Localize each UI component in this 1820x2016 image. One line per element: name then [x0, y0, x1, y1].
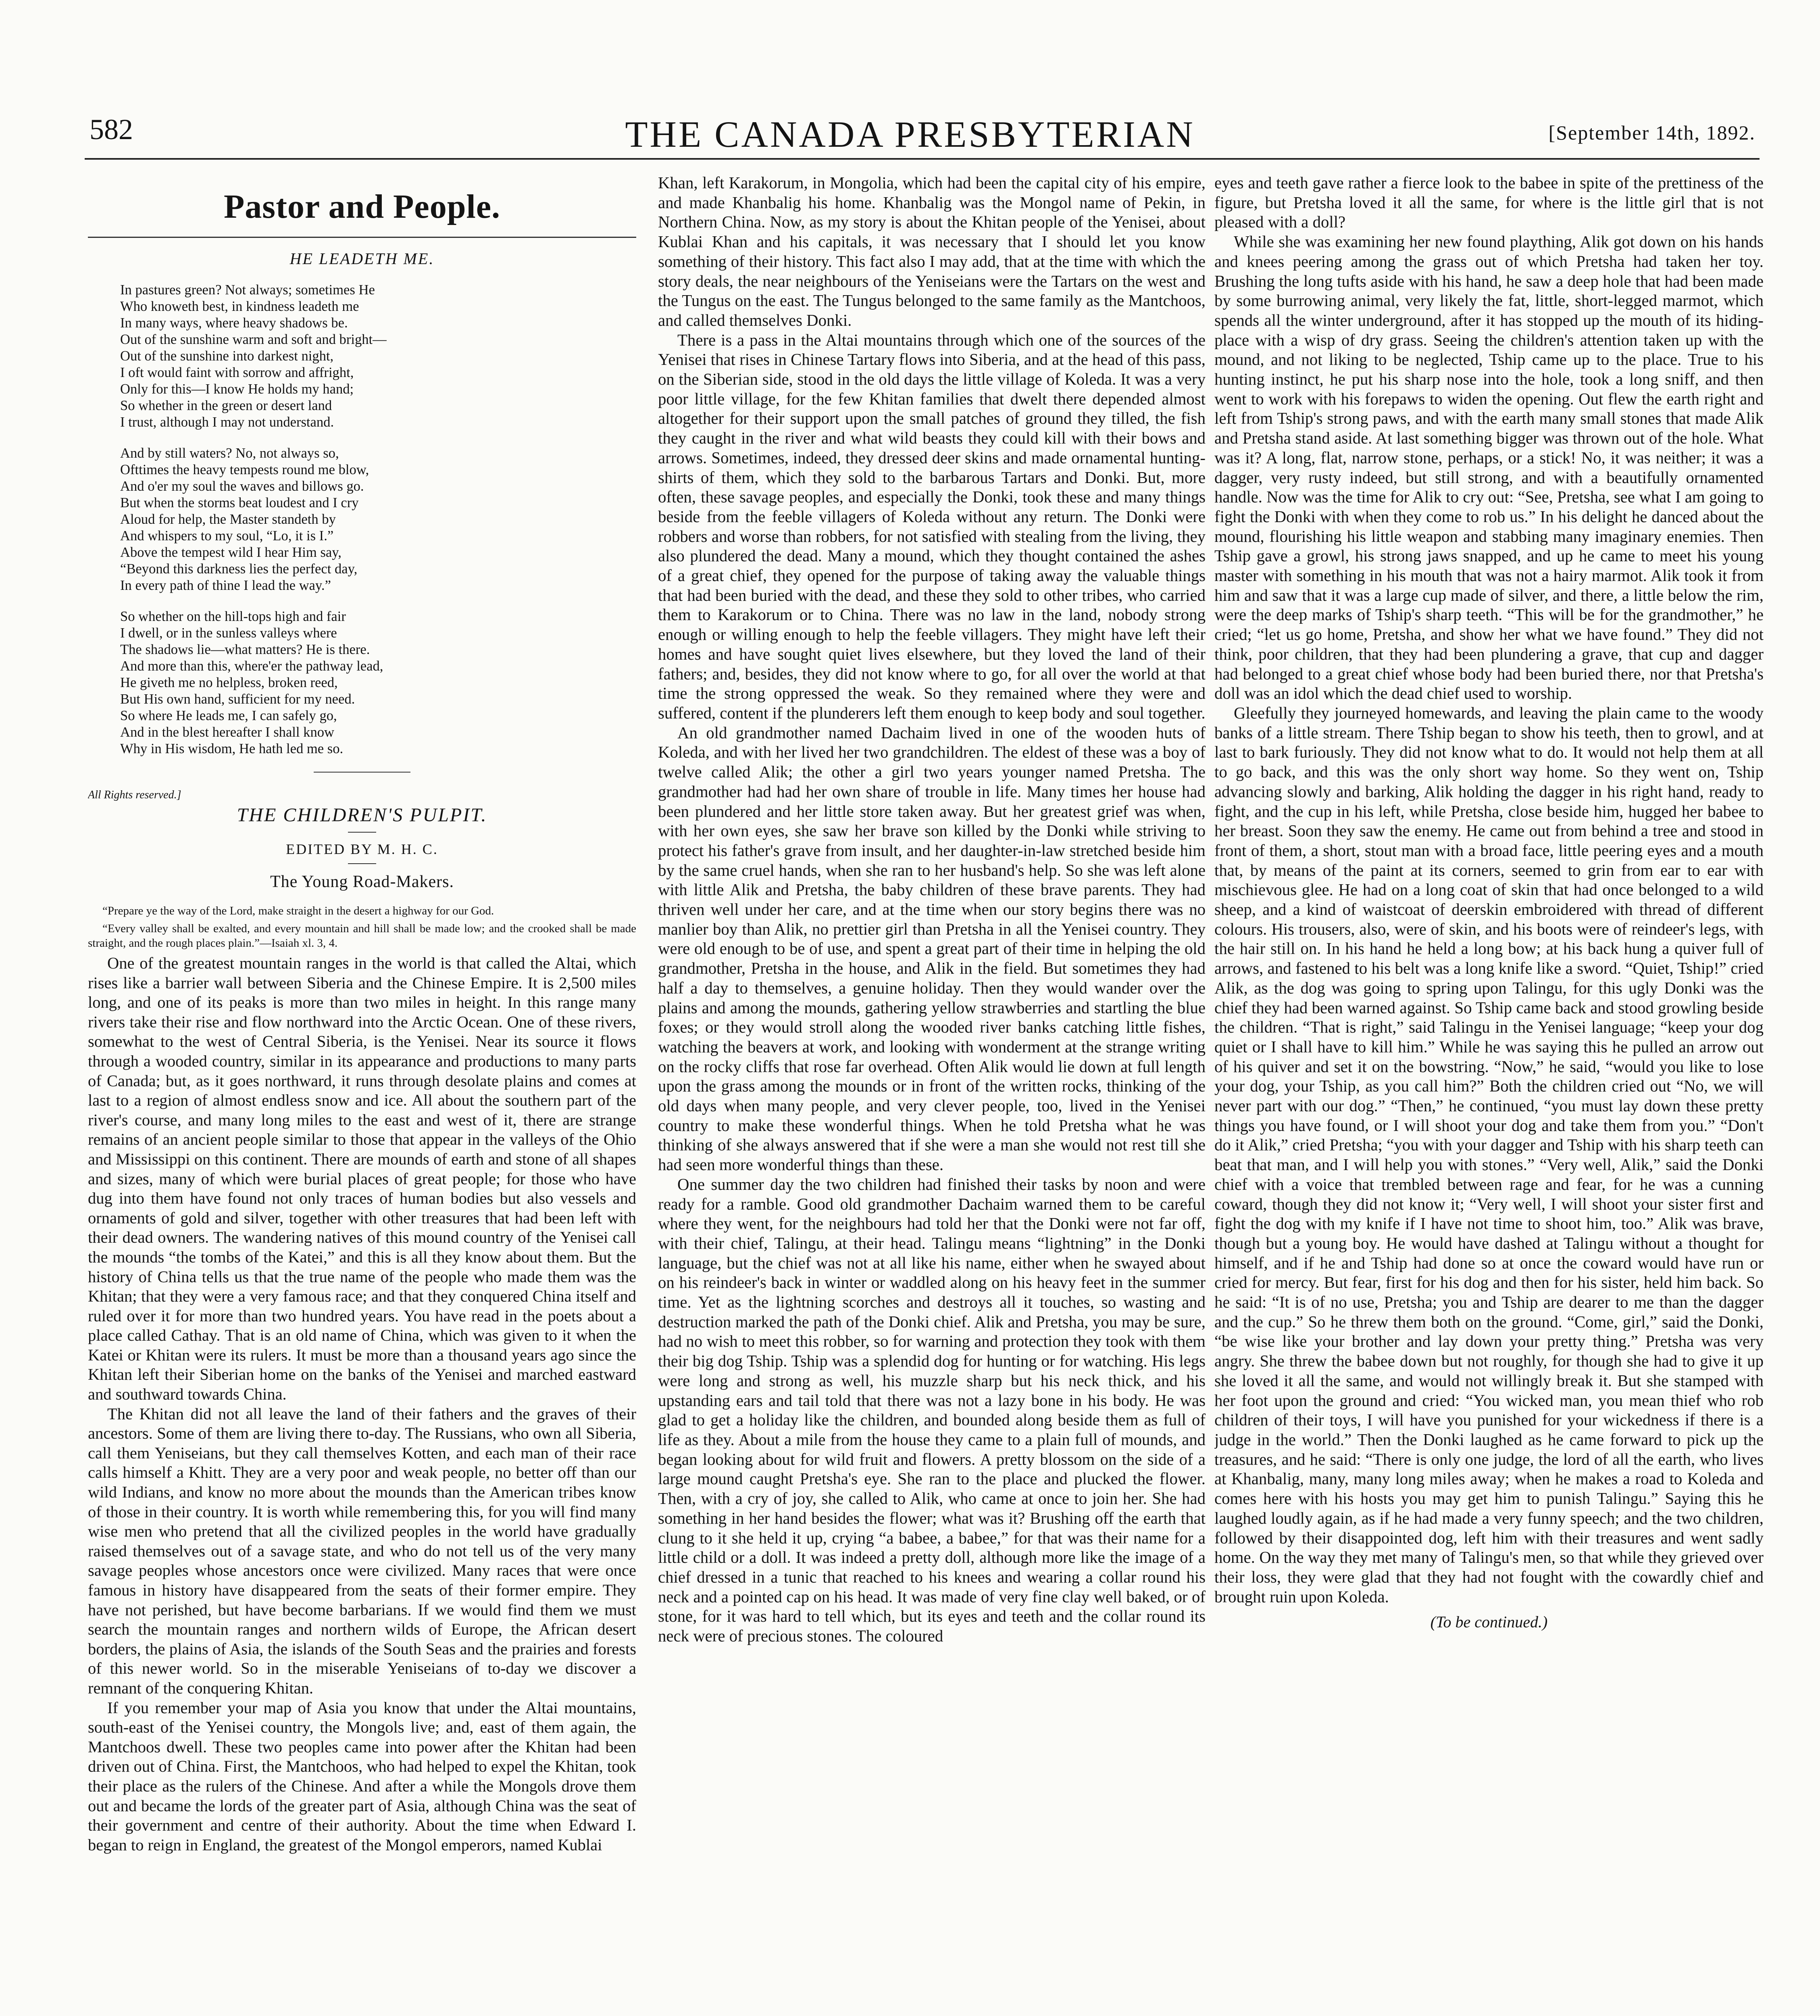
rights-note: All Rights reserved.]	[88, 789, 181, 801]
poem-line: The shadows lie—what matters? He is there.	[120, 642, 370, 657]
section-title: Pastor and People.	[223, 188, 501, 225]
poem-line: But His own hand, sufficient for my need.	[120, 691, 355, 707]
issue-date: [September 14th, 1892.	[1548, 121, 1755, 144]
poem-line: “Beyond this darkness lies the perfect day,	[120, 561, 358, 577]
divider	[348, 863, 376, 864]
poem-line: Above the tempest wild I hear Him say,	[120, 545, 342, 560]
story-paragraph: While she was examining her new found plaything, Alik got down on his hands and knees peering among the grass out of which Pretsha had taken her toy. Brushing the long tufts aside with his hand, he saw a deep hole that had been made by some burrowing animal, very likely the fat, little, short-legged marmot, which spends all the winter underground, after it has stopped up the mouth of its hiding-place with a wisp of dry grass. Seeing the children's attention taken up with the mound, and not liking to be neglected, Tship came up to the place. True to his hunting instinct, he put his sharp nose into the hole, took a long sniff, and then went to work with his forepaws to widen the opening. Out flew the earth right and left from Tship's strong paws, and with the earth many small stones that made Alik and Pretsha stand aside. At last something bigger was thrown out of the hole. What was it? A long, flat, narrow stone, perhaps, or a stick! No, it was neither; it was a dagger, very rusty indeed, but still strong, and with a beautifully ornamented handle. Now was the time for Alik to cry out: “See, Pretsha, see what I am going to fight the Donki with when they come to rob us.” In his delight he danced about the mound, flourishing his little weapon and stabbing many imaginary enemies. Then Tship gave a growl, his strong jaws snapped, and up he came to meet his young master with something in his mouth that was not a hairy marmot. Alik took it from him and saw that it was a large cup made of silver, and there, a little below the rim, were the deep marks of Tship's sharp teeth. “This will be for the grandmother,” he cried; “let us go home, Pretsha, and show her what we have found.” They did not think, poor children, that they had been plundering a grave, that cup and dagger had belonged to a great chief whose body had been buried there, nor that Pretsha's doll was an idol which the dead chief used to worship.	[1214, 233, 1764, 703]
poem-stanza	[120, 445, 636, 594]
poem-line: Who knoweth best, in kindness leadeth me	[120, 299, 359, 314]
poem-line: And more than this, where'er the pathway lead,	[120, 658, 383, 674]
continued-note: (To be continued.)	[1430, 1613, 1548, 1631]
section-rule	[88, 237, 636, 238]
poem-line: In pastures green? Not always; sometimes He	[120, 282, 375, 298]
divider	[348, 832, 376, 833]
poem-line: Ofttimes the heavy tempests round me blow,	[120, 462, 369, 477]
poem-line: In many ways, where heavy shadows be.	[120, 315, 348, 331]
poem-line: And by still waters? No, not always so,	[120, 446, 339, 461]
poem-title: HE LEADETH ME.	[289, 250, 435, 268]
poem	[120, 282, 636, 757]
poem-line: I trust, although I may not understand.	[120, 414, 334, 430]
divider	[314, 772, 410, 773]
poem-line: I dwell, or in the sunless valleys where	[120, 625, 337, 641]
poem-line: And whispers to my soul, “Lo, it is I.”	[120, 528, 334, 544]
poem-line: He giveth me no helpless, broken reed,	[120, 675, 338, 690]
epigraph: “Prepare ye the way of the Lord, make straight in the desert a highway for our God.	[102, 904, 494, 917]
poem-line: So where He leads me, I can safely go,	[120, 708, 337, 723]
story-paragraph: There is a pass in the Altai mountains through which one of the sources of the Yenisei that rises in Chinese Tartary flows into Siberia, and at the head of this pass, on the Siberian side, stood in the old days the little village of Koleda. It was a very poor little village, for the few Khitan families that dwelt there depended almost altogether for their support upon the small patches of ground they tilled, the fish they caught in the river and what wild beasts they could kill with their bows and arrows. Sometimes, indeed, they dressed deer skins and made ornamental hunting-shirts of them, which they sold to the barbarous Tartars and Donki. But, more often, these savage peoples, and especially the Donki, took these and many things beside from the feeble villagers of Koleda without any return. The Donki were robbers and worse than robbers, for not satisfied with stealing from the living, they also plundered the dead. Many a mound, which they thought contained the ashes of a great chief, they opened for the purpose of taking away the valuable things that had been buried with the dead, and these they sold to other tribes, who carried them to Karakorum or to China. There was no law in the land, nobody strong enough or willing enough to help the feeble villagers. They might have left their homes and have sought quiet lives elsewhere, but they loved the land of their fathers; and, besides, they did not know where to go, for all over the world at that time the strong oppressed the weak. So they remained where they were and suffered, content if the plunderers left them enough to keep body and soul together.	[658, 331, 1206, 722]
poem-line: So whether on the hill-tops high and fair	[120, 609, 346, 624]
story-paragraph: One summer day the two children had finished their tasks by noon and were ready for a ramble. Good old grandmother Dachaim warned them to be careful where they went, for the neighbours had told her that the Donki were not far off, with their chief, Talingu, at their head. Talingu means “lightning” in the Donki language, but the chief was not at all like his name, either when he swayed about on his reindeer's back in winter or waddled along on his heavy feet in the summer time. Yet as the lightning scorches and destroys all it touches, so wasting and destruction marked the path of the Donki chief. Alik and Pretsha, you may be sure, had no wish to meet this robber, so for warning and protection they took with them their big dog Tship. Tship was a splendid dog for hunting or for watching. His legs were long and strong as well, his muzzle sharp but his neck thick, and his upstanding ears and tail told that there was not a lazy bone in his body. He was glad to get a holiday like the children, and bounded along beside them as full of life as they. About a mile from the house they came to a plain full of mounds, and began looking about for wild fruit and flowers. A pretty blossom on the side of a large mound caught Pretsha's eye. She ran to the place and plucked the flower. Then, with a cry of joy, she called to Alik, who came at once to join her. She had something in her hand besides the flower; what was it? Brushing off the earth that clung to it she held it up, crying “a babee, a babee,” for that was their name for a little child or a doll. It was indeed a pretty doll, although more like the image of a chief dressed in a tunic that reached to his knees and wearing a collar round his neck and a pointed cap on his head. It was made of very fine clay well baked, or of stone, for it was hard to tell which, but its eyes and teeth and the collar round its neck were of precious stones. The coloured	[658, 1175, 1206, 1645]
journal-title: THE CANADA PRESBYTERIAN	[625, 114, 1195, 155]
story-paragraph: One of the greatest mountain ranges in the world is that called the Altai, which rises like a barrier wall between Siberia and the Chinese Empire. It is 2,500 miles long, and one of its peaks is more than two miles in height. In this range many rivers take their rise and flow northward into the Arctic Ocean. One of these rivers, somewhat to the west of Central Siberia, is the Yenisei. Near its source it flows through a wooded country, similar in its appearance and productions to many parts of Canada; but, as it goes northward, it runs through desolate plains and comes at last to a region of almost endless snow and ice. All about the southern part of the river's course, and many long miles to the east and west of it, there are strange remains of an ancient people similar to those that appear in the valleys of the Ohio and Mississippi on this continent. There are mounds of earth and stone of all shapes and sizes, many of which were burial places of great people; for those who have dug into them have found not only traces of human bodies but also vessels and ornaments of gold and silver, together with other treasures that had been left with their dead owners. The wandering natives of this mound country of the Yenisei call the mounds “the tombs of the Katei,” and this is all they know about them. But the history of China tells us that the true name of the people who made them was the Khitan; that they were a very famous race; and that they conquered China itself and ruled over it for more than two hundred years. You have read in the poets about a place called Cathay. That is an old name of China, which was given to it when the Katei or Khitan were its rulers. It must be more than a thousand years ago since the Khitan left their Siberian home on the banks of the Yenisei and marched eastward and southward towards China.	[88, 954, 636, 1404]
story-paragraph: eyes and teeth gave rather a fierce look to the babee in spite of the prettiness of the figure, but Pretsha loved it all the same, for where is the little girl that is not pleased with a doll?	[1214, 174, 1764, 231]
poem-line: Out of the sunshine warm and soft and bright—	[120, 332, 387, 347]
poem-line: In every path of thine I lead the way.”	[120, 578, 331, 593]
story-title: The Young Road-Makers.	[270, 873, 454, 891]
poem-stanza	[120, 282, 636, 431]
column-heading: THE CHILDREN'S PULPIT.	[237, 804, 487, 826]
poem-line: Out of the sunshine into darkest night,	[120, 348, 334, 364]
page-number: 582	[90, 113, 133, 146]
poem-line: I oft would faint with sorrow and affright,	[120, 365, 354, 380]
poem-line: And in the blest hereafter I shall know	[120, 725, 334, 740]
poem-line: And o'er my soul the waves and billows go.	[120, 479, 364, 494]
column-3	[1214, 173, 1764, 2016]
poem-line: Only for this—I know He holds my hand;	[120, 381, 354, 397]
poem-stanza	[120, 608, 636, 757]
poem-line: Aloud for help, the Master standeth by	[120, 512, 336, 527]
story-paragraph: Khan, left Karakorum, in Mongolia, which had been the capital city of his empire, and made Khanbalig his home. Khanbalig was the Mongol name of Pekin, in Northern China. Now, as my story is about the Khitan people of the Yenisei, about Kublai Khan and his capitals, it was necessary that I should let you know something of their history. This fact also I may add, that at the time with which the story deals, the near neighbours of the Yeniseians were the Tartars on the west and the Tungus on the east. The Tungus belonged to the same family as the Mantchoos, and called themselves Donki.	[658, 174, 1206, 329]
story-paragraph: If you remember your map of Asia you know that under the Altai mountains, south-east of the Yenisei country, the Mongols live; and, east of them again, the Mantchoos dwell. These two peoples came into power after the Khitan had been driven out of China. First, the Mantchoos, who had helped to expel the Khitan, took their place as the rulers of the Chinese. And after a while the Mongols drove them out and became the lords of the greater part of Asia, although China was the seat of their government and centre of their authority. About the time when Edward I. began to reign in England, the greatest of the Mongol emperors, named Kublai	[88, 1698, 636, 1854]
header-rule	[85, 158, 1760, 160]
editor-line: EDITED BY M. H. C.	[286, 841, 438, 857]
poem-line: Why in His wisdom, He hath led me so.	[120, 741, 344, 756]
column-1	[88, 173, 636, 2016]
column-2	[658, 173, 1206, 2016]
story-paragraph: Gleefully they journeyed homewards, and leaving the plain came to the woody banks of a little stream. There Tship began to show his teeth, then to growl, and at last to bark furiously. They did not know what to do. It would not help them at all to go back, and this was the only short way home. So they went on, Tship advancing slowly and barking, Alik holding the dagger in his right hand, ready to fight, and the cup in his left, while Pretsha, close beside him, hugged her babee to her breast. Soon they saw the enemy. He came out from behind a tree and stood in front of them, a short, stout man with a broad face, little peering eyes and a mouth that, by means of the paint at its corners, seemed to grin from ear to ear with mischievous glee. He had on a long coat of skin that had once belonged to a wild sheep, and a kind of waistcoat of deerskin embroidered with thread of different colours. His trousers, also, were of skin, and his boots were of reindeer's legs, with the hair still on. In his hand he held a long bow; at his back hung a quiver full of arrows, and fastened to his belt was a long knife like a sword. “Quiet, Tship!” cried Alik, as the dog was going to spring upon Talingu, for this ugly Donki was the chief they had been warned against. So Tship came back and stood growling beside the children. “That is right,” said Talingu in the Yenisei language; “keep your dog quiet or I shall have to kill him.” While he was saying this he pulled an arrow out of his quiver and set it on the bowstring. “Now,” he said, “would you like to lose your dog, your Tship, as you call him?” Both the children cried out “No, we will never part with our dog.” “Then,” he continued, “you must lay down these pretty things you have found, or I will shoot your dog and take them from you.” “Don't do it Alik,” cried Pretsha; “you with your dagger and Tship with his sharp teeth can beat that man, and I will help you with stones.” “Very well, Alik,” said the Donki chief with a voice that trembled between rage and fear, for he was a cunning coward, though they did not know it; “Very well, I will shoot your sister first and fight the dog with my knife if I have not time to shoot him, too.” Alik was brave, though but a young boy. He would have dashed at Talingu without a thought for himself, and if he and Tship had done so at once the coward would have run or cried for mercy. But fear, first for his dog and then for his sister, held him back. So he said: “It is of no use, Pretsha; you and Tship are dearer to me than the dagger and the cup.” So he threw them both on the ground. “Come, girl,” said the Donki, “be wise like your brother and lay down your pretty thing.” Pretsha was very angry. She threw the babee down but not roughly, for though she had to give it up she loved it all the same, and would not willingly break it. But she stamped with her foot upon the ground and cried: “You wicked man, you mean thief who rob children of their toys, I will have you punished for your wickedness if there is a judge in the world.” Then the Donki laughed as he came forward to pick up the treasures, and he said: “There is only one judge, the lord of all the earth, who lives at Khanbalig, many, many long miles away; when he makes a road to Koleda and comes here with his hosts you may get him to punish Talingu.” Saying this he laughed loudly again, as if he had made a very funny speech; and the two children, followed by their disappointed dog, left him with their treasures and went sadly home. On the way they met many of Talingu's men, so that while they grieved over their loss, they were glad that they had not fought with the cowardly chief and brought ruin upon Koleda.	[1214, 704, 1764, 1606]
epigraph: “Every valley shall be exalted, and every mountain and hill shall be made low; and the crooked shall be made straight, and the rough places plain.”—Isaiah xl. 3, 4.	[88, 922, 636, 950]
poem-line: So whether in the green or desert land	[120, 398, 332, 413]
poem-line: But when the storms beat loudest and I cry	[120, 495, 359, 510]
story-paragraph: An old grandmother named Dachaim lived in one of the wooden huts of Koleda, and with her lived her two grandchildren. The eldest of these was a boy of twelve called Alik; the other a girl two years younger named Pretsha. The grandmother had had her own share of trouble in life. Many times her house had been plundered and her little store taken away. But her greatest grief was when, with her own eyes, she saw her brave son killed by the Donki while striving to protect his father's grave from insult, and her daughter-in-law stretched beside him by the same cruel hands, when she ran to her husband's help. So she was left alone with little Alik and Pretsha, the baby children of these brave parents. They had thriven well under her care, and at the time when our story begins there was no manlier boy than Alik, no prettier girl than Pretsha in all the Yenisei country. They were old enough to be of use, and spent a great part of their time in helping the old grandmother, Pretsha in the house, and Alik in the field. But sometimes they had half a day to themselves, a genuine holiday. Then they would wander over the plains and among the mounds, gathering yellow strawberries and startling the blue foxes; or they would stroll along the wooded river banks catching little fishes, watching the beavers at work, and looking with wonderment at the strange writing on the rocky cliffs that rose far overhead. Often Alik would lie down at full length upon the grass among the mounds or in front of the written rocks, thinking of the old days when many people, and very clever people, too, lived in the Yenisei country to make these wonderful things. When he told Pretsha what he was thinking of she always answered that if she were a man she would not rest till she had seen more wonderful things than these.	[658, 723, 1206, 1174]
story-paragraph: The Khitan did not all leave the land of their fathers and the graves of their ancestors. Some of them are living there to-day. The Russians, who own all Siberia, call them Yeniseians, but they call themselves Kotten, and each man of their race calls himself a Khitt. They are a very poor and weak people, no better off than our wild Indians, and know no more about the mounds than the American tribes know of those in their country. It is worth while remembering this, for you will find many wise men who pretend that all the civilized peoples in the world have gradually raised themselves out of a savage state, and who do not tell us of the very many savage peoples whose ancestors once were civilized. Many races that were once famous in history have disappeared from the seats of their former empire. They have not perished, but have become barbarians. If we would find them we must search the mountain ranges and northern wilds of Europe, the African desert borders, the plains of Asia, the islands of the South Seas and the prairies and forests of this newer world. So in the miserable Yeniseians of to-day we discover a remnant of the conquering Khitan.	[88, 1404, 636, 1697]
